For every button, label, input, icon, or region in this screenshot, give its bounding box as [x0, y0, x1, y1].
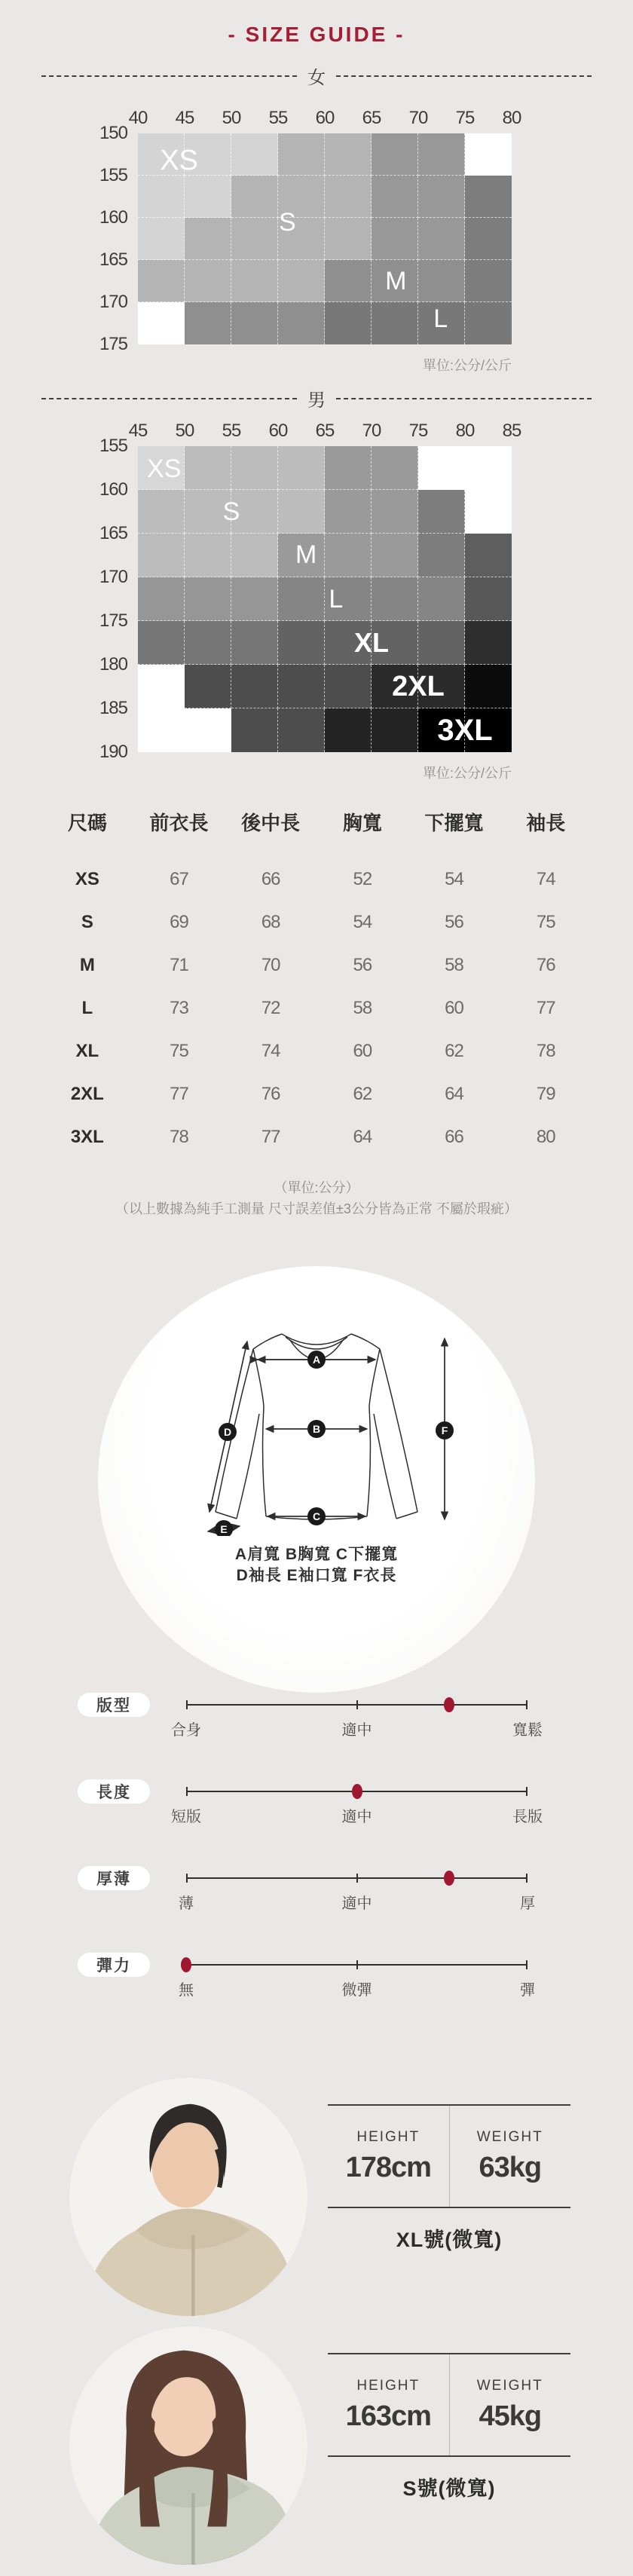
- male-weight-label: WEIGHT: [476, 2128, 543, 2145]
- male-model-size: XL號(微寬): [396, 2229, 503, 2251]
- female-model-photo: [69, 2327, 307, 2565]
- weight-tick-label: 45: [175, 108, 194, 128]
- slider-length-middle-label: 適中: [341, 1809, 372, 1825]
- weight-tick-label: 65: [362, 108, 381, 128]
- measurement-cell: 58: [445, 954, 463, 975]
- measurement-cell: 80: [536, 1126, 555, 1147]
- measurement-cell: 75: [170, 1040, 188, 1061]
- measurement-cell: 2XL: [70, 1083, 104, 1104]
- men-section-divider: [41, 385, 592, 411]
- measurement-cell: 74: [536, 868, 555, 889]
- slider-stretch-indicator: [181, 1957, 191, 1972]
- measurement-cell: 64: [353, 1126, 372, 1147]
- weight-tick-label: 80: [502, 108, 521, 128]
- measurement-cell: 52: [353, 868, 372, 889]
- men-section-label: 男: [307, 390, 326, 411]
- size-zone-label-xs: XS: [147, 454, 182, 484]
- men-size-zone-labels: [138, 446, 512, 752]
- slider-fit-middle-label: 適中: [341, 1722, 372, 1739]
- measurement-cell: L: [81, 997, 93, 1018]
- weight-tick-label: 75: [455, 108, 475, 128]
- measurement-row-l: [41, 987, 592, 1029]
- tolerance-note: （以上數據為純手工測量 尺寸誤差值±3公分皆為正常 不屬於瑕疵）: [115, 1201, 518, 1216]
- slider-thickness-middle-label: 適中: [341, 1895, 372, 1912]
- diagram-legend-line1: A肩寬 B胸寬 C下擺寬: [234, 1546, 399, 1563]
- size-zone-label-l: L: [433, 304, 448, 334]
- measurement-cell: 70: [261, 954, 280, 975]
- measurement-cell: 62: [353, 1083, 372, 1104]
- size-zone-label-m: M: [385, 267, 407, 295]
- women-size-heatmap: [99, 108, 521, 373]
- measurement-cell: 66: [261, 868, 280, 889]
- height-tick-label: 160: [99, 207, 127, 228]
- weight-tick-label: 60: [315, 108, 335, 128]
- size-zone-label-m: M: [295, 540, 317, 570]
- female-weight-value: 45kg: [479, 2400, 542, 2432]
- measurement-cell: 71: [170, 954, 188, 975]
- weight-tick-label: 45: [128, 421, 148, 441]
- slider-thickness-midtick: [356, 1874, 358, 1883]
- height-tick-label: 170: [99, 292, 127, 312]
- slider-length-left-label: 短版: [171, 1809, 201, 1825]
- measurement-cell: XS: [75, 868, 99, 889]
- weight-tick-label: 85: [502, 421, 521, 441]
- slider-fit-track: [171, 1704, 543, 1739]
- female-height-value: 163cm: [345, 2400, 431, 2432]
- col-header-chest: 胸寬: [342, 811, 382, 834]
- measurement-table-header: [41, 800, 592, 843]
- measurement-cell: 79: [536, 1083, 555, 1104]
- slider-thickness-left-label: 薄: [179, 1895, 194, 1912]
- weight-tick-label: 80: [455, 421, 475, 441]
- measurement-cell: 76: [536, 954, 555, 975]
- weight-tick-label: 40: [128, 108, 148, 128]
- measurement-cell: 78: [536, 1040, 555, 1061]
- slider-thickness-track: [179, 1877, 535, 1912]
- female-weight-cell: [449, 2354, 571, 2455]
- unit-note: （單位:公分）: [274, 1180, 359, 1195]
- measurement-cell: 72: [261, 997, 280, 1018]
- measurement-row-3xl: [41, 1115, 592, 1158]
- point-e-label: E: [220, 1523, 228, 1535]
- point-d-label: D: [223, 1426, 232, 1438]
- measurement-cell: M: [79, 954, 95, 975]
- measurement-row-xl: [41, 1029, 592, 1072]
- height-tick-label: 150: [99, 123, 127, 143]
- measurement-cell: XL: [75, 1040, 99, 1061]
- measurement-cell: 66: [445, 1126, 463, 1147]
- slider-fit-title: 版型: [78, 1693, 150, 1717]
- slider-stretch-track: [179, 1964, 535, 1999]
- height-tick-label: 175: [99, 610, 127, 631]
- col-header-size: 尺碼: [67, 811, 107, 834]
- measurement-cell: 54: [445, 868, 463, 889]
- female-weight-label: WEIGHT: [476, 2377, 543, 2394]
- height-tick-label: 170: [99, 567, 127, 587]
- size-zone-label-s: S: [222, 497, 240, 527]
- measurement-table: [41, 800, 592, 1158]
- measurement-row-2xl: [41, 1072, 592, 1115]
- weight-tick-label: 70: [408, 108, 428, 128]
- men-unit-note: 單位:公分/公斤: [422, 766, 512, 781]
- height-tick-label: 155: [99, 165, 127, 185]
- diagram-legend-line2: D袖長 E袖口寬 F衣長: [236, 1567, 397, 1584]
- point-a-label: A: [312, 1354, 321, 1366]
- weight-tick-label: 50: [175, 421, 194, 441]
- garment-measurement-diagram: [143, 1317, 490, 1536]
- female-height-label: HEIGHT: [356, 2377, 420, 2394]
- measurement-cell: 69: [170, 911, 188, 932]
- female-model-size: S號(微寬): [402, 2477, 496, 2500]
- size-zone-label-3xl: 3XL: [437, 714, 493, 748]
- measurement-cell: 60: [353, 1040, 372, 1061]
- weight-tick-label: 55: [268, 108, 288, 128]
- slider-fit-left-label: 合身: [171, 1722, 201, 1739]
- measurement-cell: 76: [261, 1083, 280, 1104]
- height-tick-label: 190: [99, 742, 127, 762]
- measurement-table-body: [41, 858, 592, 1158]
- measurement-cell: 74: [261, 1040, 280, 1061]
- measurement-cell: 58: [353, 997, 372, 1018]
- size-zone-label-l: L: [329, 585, 344, 613]
- slider-stretch-middle-label: 微彈: [341, 1982, 372, 1999]
- weight-tick-label: 65: [315, 421, 335, 441]
- women-unit-note: 單位:公分/公斤: [422, 358, 512, 373]
- slider-stretch-left-label: 無: [179, 1982, 194, 1999]
- col-header-front-length: 前衣長: [149, 811, 209, 834]
- slider-fit-midtick: [356, 1700, 358, 1709]
- weight-tick-label: 55: [222, 421, 241, 441]
- measurement-cell: 73: [170, 997, 188, 1018]
- measurement-cell: 77: [536, 997, 555, 1018]
- measurement-cell: 68: [261, 911, 280, 932]
- weight-tick-label: 70: [362, 421, 381, 441]
- measurement-cell: 60: [445, 997, 463, 1018]
- height-tick-label: 165: [99, 249, 127, 270]
- male-weight-value: 63kg: [479, 2151, 542, 2183]
- height-tick-label: 185: [99, 698, 127, 718]
- slider-thickness-right-label: 厚: [520, 1895, 535, 1912]
- slider-fit-indicator: [444, 1697, 454, 1712]
- size-zone-label-2xl: 2XL: [392, 671, 445, 703]
- slider-length-track: [171, 1791, 543, 1825]
- women-section-divider: [41, 63, 592, 89]
- measurement-cell: 77: [170, 1083, 188, 1104]
- size-zone-label-xl: XL: [353, 627, 390, 659]
- male-height-value: 178cm: [345, 2151, 431, 2183]
- men-size-heatmap: [99, 421, 521, 781]
- measurement-cell: 75: [536, 911, 555, 932]
- weight-tick-label: 50: [222, 108, 241, 128]
- slider-length-title: 長度: [78, 1779, 150, 1804]
- women-size-zone-labels: [138, 133, 512, 344]
- slider-length-right-label: 長版: [512, 1809, 543, 1825]
- measurement-cell: 54: [353, 911, 372, 932]
- measurement-row-s: [41, 901, 592, 944]
- measurement-cell: 77: [261, 1126, 280, 1147]
- measurement-row-m: [41, 944, 592, 987]
- point-b-label: B: [312, 1423, 321, 1435]
- female-height-cell: [328, 2354, 449, 2455]
- male-model-photo: [69, 2078, 307, 2316]
- male-model-stats: [328, 2104, 570, 2208]
- male-weight-cell: [449, 2106, 571, 2207]
- weight-tick-label: 75: [408, 421, 428, 441]
- female-model-stats: [328, 2353, 570, 2457]
- slider-stretch-midtick: [356, 1960, 358, 1969]
- measurement-cell: 56: [353, 954, 372, 975]
- height-tick-label: 165: [99, 523, 127, 543]
- size-zone-label-s: S: [279, 207, 296, 237]
- male-height-label: HEIGHT: [356, 2128, 420, 2145]
- slider-length-indicator: [352, 1784, 362, 1799]
- height-tick-label: 160: [99, 479, 127, 500]
- slider-stretch-right-label: 彈: [520, 1982, 535, 1999]
- measurement-cell: 56: [445, 911, 463, 932]
- point-f-label: F: [441, 1424, 448, 1436]
- women-section-label: 女: [307, 68, 326, 88]
- page-title: - SIZE GUIDE -: [228, 23, 405, 46]
- measurement-cell: 67: [170, 868, 188, 889]
- male-height-cell: [328, 2106, 449, 2207]
- measurement-cell: S: [81, 911, 93, 932]
- height-tick-label: 175: [99, 334, 127, 354]
- point-c-label: C: [312, 1510, 321, 1522]
- measurement-row-xs: [41, 858, 592, 901]
- measurement-cell: 62: [445, 1040, 463, 1061]
- slider-thickness-indicator: [444, 1871, 454, 1886]
- measurement-cell: 64: [445, 1083, 463, 1104]
- measurement-cell: 78: [170, 1126, 188, 1147]
- measurement-cell: 3XL: [70, 1126, 104, 1147]
- slider-fit-right-label: 寬鬆: [512, 1722, 543, 1739]
- col-header-back-length: 後中長: [241, 811, 301, 834]
- height-tick-label: 155: [99, 436, 127, 456]
- slider-thickness-title: 厚薄: [78, 1866, 150, 1890]
- slider-stretch-title: 彈力: [78, 1953, 150, 1977]
- weight-tick-label: 60: [268, 421, 288, 441]
- col-header-sleeve: 袖長: [526, 811, 566, 834]
- size-zone-label-xs: XS: [160, 145, 198, 177]
- col-header-hem: 下擺寬: [424, 811, 484, 834]
- height-tick-label: 180: [99, 654, 127, 675]
